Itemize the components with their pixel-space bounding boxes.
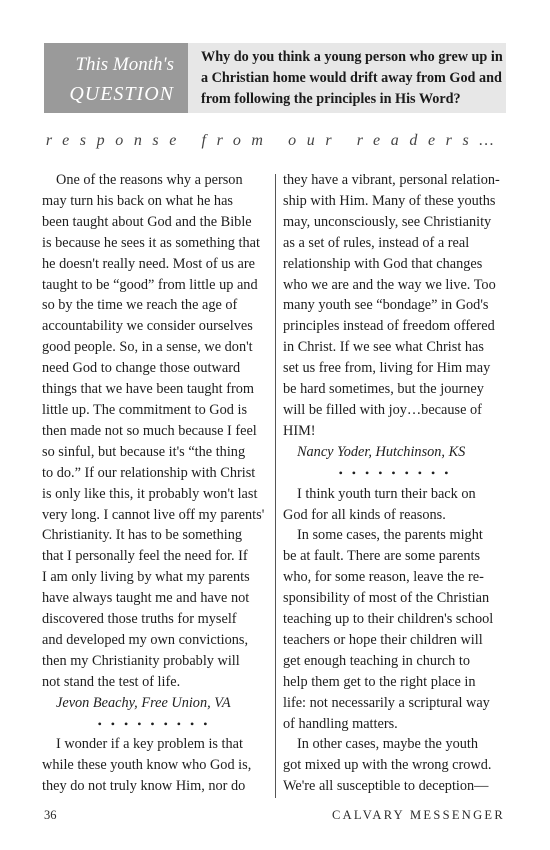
signature-1: Jevon Beachy, Free Union, VA — [56, 694, 231, 711]
text-line: is because he sees it as something that — [42, 234, 260, 251]
text-line: who we are and the way we live. Too — [283, 276, 496, 293]
left-column — [42, 170, 266, 797]
text-line: teaching up to their children's school — [283, 611, 494, 628]
text-line: God for all kinds of reasons. — [283, 506, 446, 523]
paragraph-4 — [283, 525, 507, 734]
text-line: many youth see “bondage” in God's — [283, 297, 489, 314]
text-line: very long. I cannot live off my parents' — [42, 506, 265, 523]
magazine-name: CALVARY MESSENGER — [331, 808, 505, 822]
text-line: will be filled with joy…because of — [283, 401, 482, 418]
separator-dots: • • • • • • • • • — [338, 465, 452, 480]
text-line: things that we have been taught from — [42, 381, 255, 398]
text-line: get enough teaching in church to — [283, 652, 470, 669]
text-line: In other cases, maybe the youth — [297, 736, 479, 753]
this-months-question-label — [44, 43, 188, 113]
text-line: need God to change those outward — [42, 360, 241, 377]
text-line: in Christ. If we see what Christ has — [283, 339, 484, 356]
text-line: then made not so much because I feel — [42, 422, 257, 439]
text-line: taught to be “good” from little up and — [42, 276, 258, 293]
section-subtitle: response from our readers… — [45, 132, 505, 149]
text-line: who, for some reason, leave the re- — [283, 569, 484, 586]
text-line: while these youth know who God is, — [42, 757, 252, 774]
text-line: have always taught me and have not — [42, 590, 250, 607]
text-line: be at fault. There are some parents — [283, 548, 481, 565]
label-line-1: This Month's — [75, 54, 174, 75]
paragraph-3 — [283, 484, 507, 526]
text-line: as a set of rules, instead of a real — [283, 234, 470, 251]
text-line: Christianity. It has to be something — [42, 527, 243, 544]
text-line: may turn his back on what he has — [42, 192, 233, 209]
separator-dots: • • • • • • • • • — [97, 716, 211, 731]
question-text — [201, 47, 501, 110]
text-line: is only like this, it probably won't last — [42, 485, 258, 502]
text-line: be hard sometimes, but the journey — [283, 381, 484, 398]
paragraph-2 — [42, 734, 266, 797]
text-line: so sinful, but because it's “the thing — [42, 443, 246, 460]
text-line: been taught about God and the Bible — [42, 213, 252, 230]
text-line: In some cases, the parents might — [297, 527, 483, 544]
signature-2: Nancy Yoder, Hutchinson, KS — [297, 443, 466, 460]
text-line: HIM! — [283, 422, 316, 439]
text-line: so by the time we reach the age of — [42, 297, 238, 314]
paragraph-1 — [42, 170, 266, 693]
paragraph-2-continued — [283, 170, 507, 442]
text-line: little up. The commitment to God is — [42, 401, 248, 418]
text-line: got mixed up with the wrong crowd. — [283, 757, 492, 774]
text-line: good people. So, in a sense, we don't — [42, 339, 253, 356]
page-number: 36 — [44, 808, 57, 822]
text-line: then my Christianity probably will — [42, 652, 240, 669]
text-line: discovered those truths for myself — [42, 611, 237, 628]
text-line: I wonder if a key problem is that — [56, 736, 243, 753]
text-line: I think youth turn their back on — [297, 485, 476, 502]
text-line: teachers or hope their children will — [283, 631, 483, 648]
text-line: accountability we consider ourselves — [42, 318, 253, 335]
text-line: they do not truly know Him, nor do — [42, 778, 246, 795]
text-line: relationship with God that changes — [283, 255, 483, 272]
text-line: and developed my own convictions, — [42, 631, 249, 648]
text-line: life: not necessarily a scriptural way — [283, 694, 490, 711]
text-line: set us free from, living for Him may — [283, 360, 491, 377]
text-line: not stand the test of life. — [42, 673, 181, 690]
label-line-2: QUESTION — [69, 83, 174, 105]
text-line: ship with Him. Many of these youths — [283, 192, 496, 209]
text-line: I am only living by what my parents — [42, 569, 250, 586]
text-line: to do.” If our relationship with Christ — [42, 464, 256, 481]
paragraph-5 — [283, 734, 507, 797]
right-column — [283, 170, 507, 797]
text-line: may, unconsciously, see Christianity — [283, 213, 492, 230]
text-line: that I personally feel the need for. If — [42, 548, 248, 565]
text-line: of handling matters. — [283, 715, 398, 732]
text-line: sponsibility of most of the Christian — [283, 590, 490, 607]
text-line: help them get to the right place in — [283, 673, 476, 690]
text-line: One of the reasons why a person — [56, 172, 243, 188]
question-line: from following the principles in His Word? — [201, 91, 461, 107]
question-line: a Christian home would drift away from God and — [201, 70, 502, 86]
text-line: We're all susceptible to deception— — [283, 778, 489, 795]
text-line: principles instead of freedom offered — [283, 318, 495, 335]
text-line: they have a vibrant, personal relation- — [283, 172, 500, 188]
text-line: he doesn't really need. Most of us are — [42, 255, 255, 272]
column-divider — [275, 174, 276, 798]
question-line: Why do you think a young person who grew up in — [201, 49, 503, 65]
